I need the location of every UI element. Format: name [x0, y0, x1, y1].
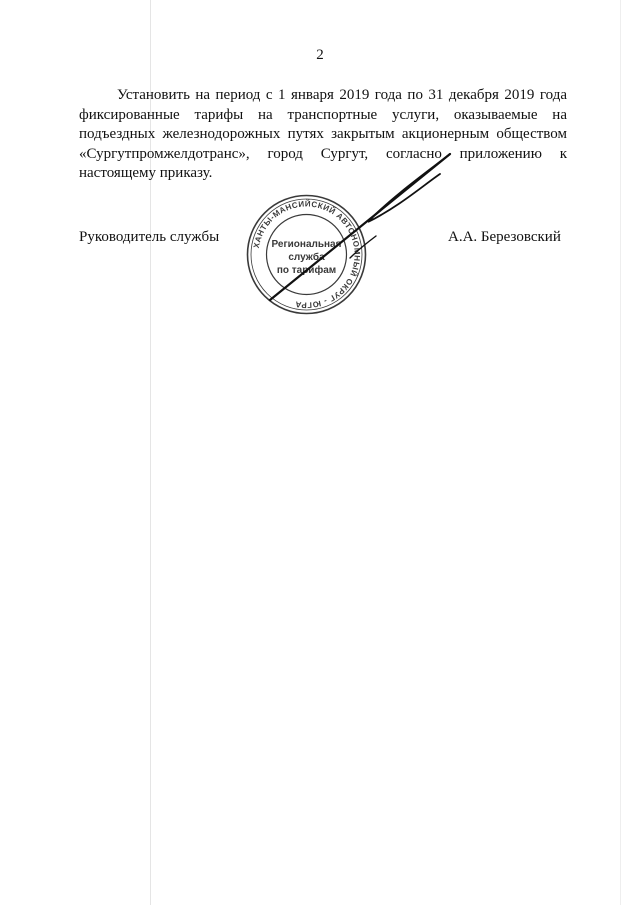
handwritten-signature [250, 140, 480, 320]
paragraph-line: «Сургутпромжелдотранс», город Сургут, согласно приложению к [79, 145, 567, 162]
stamp-ring-text: ХАНТЫ-МАНСИЙСКИЙ АВТОНОМНЫЙ ОКРУГ - ЮГРА [251, 199, 362, 310]
scan-edge-line [620, 0, 621, 905]
paragraph-line: Установить на период с 1 января 2019 года по 31 декабря 2019 года [117, 87, 567, 103]
stamp-center-line-2: служба [288, 252, 325, 263]
paragraph-line: подъездных железнодорожных путях закрытым акционерным обществом [79, 126, 567, 142]
paragraph-line: настоящему приказу. [79, 165, 213, 181]
page-number: 2 [316, 47, 324, 63]
signatory-title: Руководитель службы [79, 229, 220, 245]
stamp-center-line-1: Региональная [271, 239, 342, 250]
stamp-center-line-3: по тарифам [276, 265, 337, 276]
paragraph-line: фиксированные тарифы на транспортные услуги, оказываемые на [79, 106, 567, 123]
signatory-name: А.А. Березовский [448, 229, 561, 245]
